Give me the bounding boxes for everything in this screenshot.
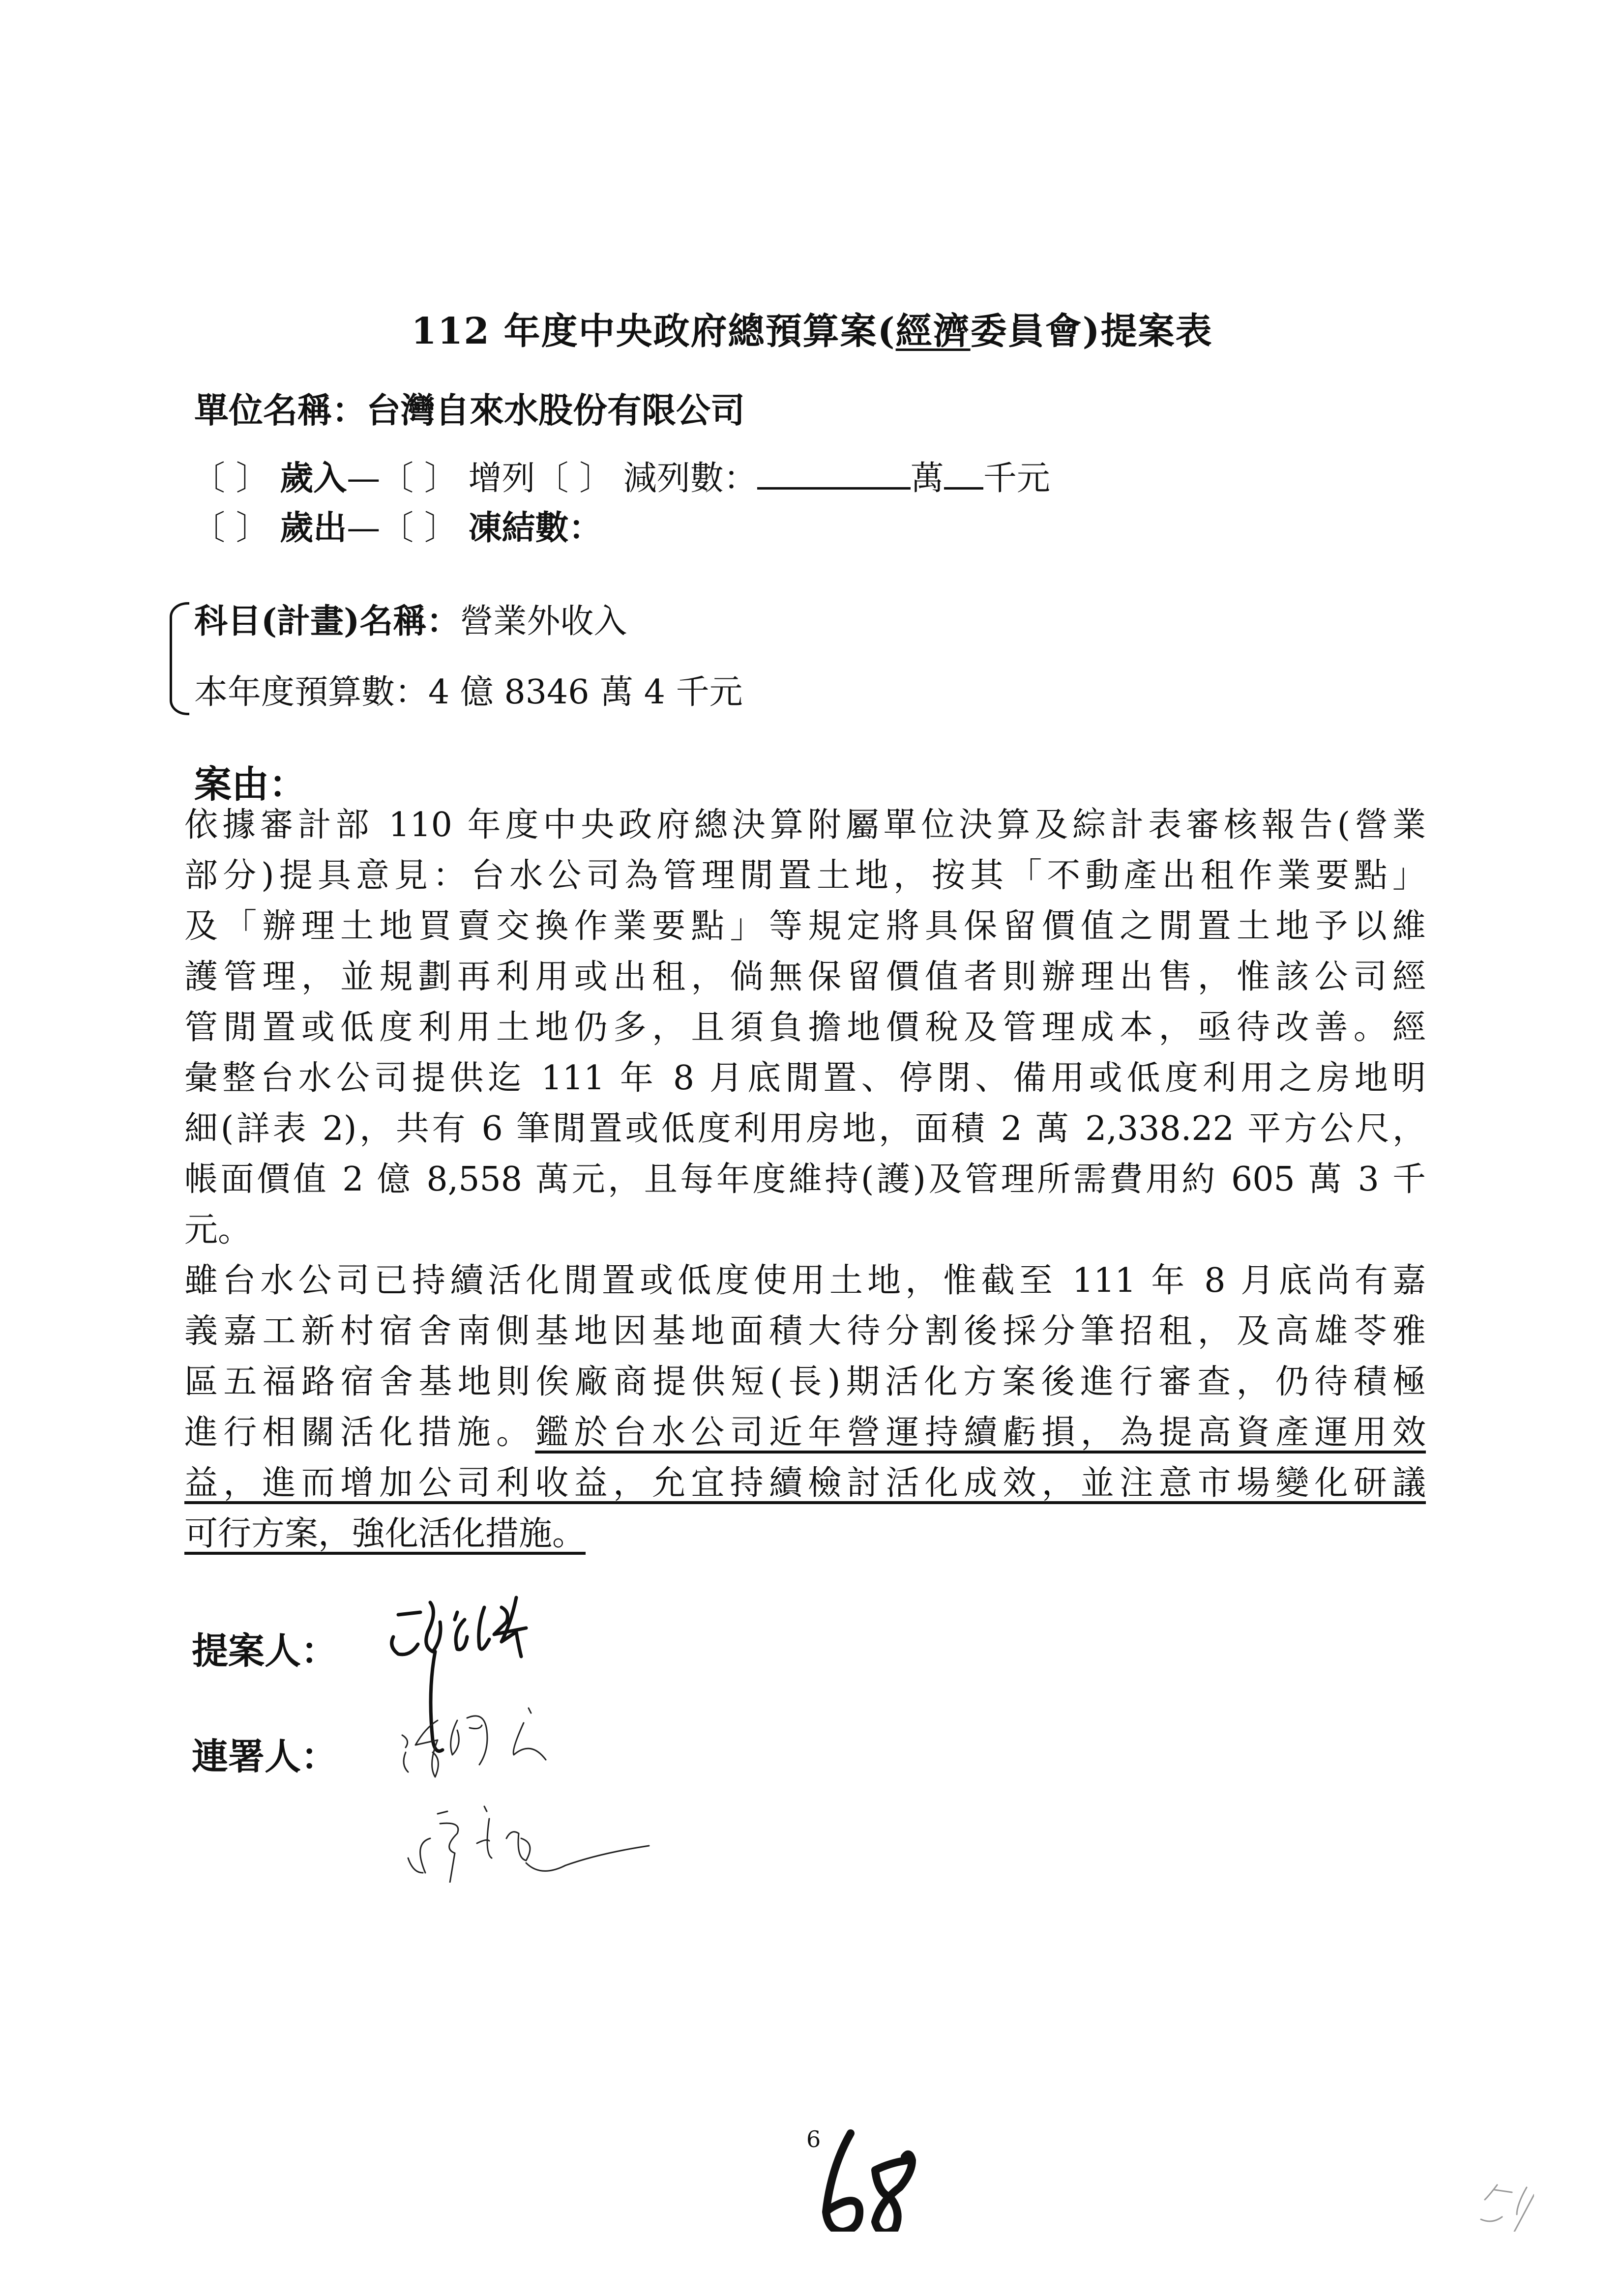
left-bracket	[170, 602, 189, 715]
wan-label: 萬	[910, 459, 944, 498]
revenue-checkbox[interactable]: 〔 〕	[192, 459, 269, 498]
subject-value: 營業外收入	[460, 602, 627, 641]
decrease-checkbox[interactable]: 〔 〕	[535, 459, 613, 498]
handwritten-page-number	[816, 2114, 934, 2234]
reason-line-mixed	[184, 1413, 1426, 1452]
expenditure-checkbox[interactable]: 〔 〕	[192, 509, 269, 548]
subject-label: 科目(計畫)名稱：	[194, 602, 460, 641]
revenue-option-row	[192, 459, 1050, 498]
budget-label: 本年度預算數：	[194, 673, 429, 712]
increase-label: 增列	[468, 459, 535, 498]
reason-line: 義嘉工新村宿舍南側基地因基地面積大待分割後採分筆招租，及高雄苓雅	[184, 1312, 1426, 1351]
cosigner-signature-2	[403, 1779, 679, 1883]
dash: —	[347, 459, 381, 498]
unit-name-row	[194, 390, 745, 431]
amount-wan-blank[interactable]	[757, 460, 911, 490]
reason-plain-text: 進行相關活化措施。	[184, 1413, 535, 1452]
pencil-54	[1475, 2178, 1534, 2232]
reason-underlined-text: 鑑於台水公司近年營運持續虧損，為提高資產運用效	[535, 1413, 1426, 1452]
decrease-label: 減列數：	[623, 459, 757, 498]
subject-row	[194, 602, 627, 641]
unit-name-label: 單位名稱：	[194, 390, 366, 431]
reason-line: 帳面價值 2 億 8,558 萬元，且每年度維持(護)及管理所需費用約 605 萬 3 千	[184, 1160, 1426, 1199]
qian-label: 千元	[983, 459, 1050, 498]
reason-line: 細(詳表 2)，共有 6 筆閒置或低度利用房地，面積 2 萬 2,338.22 平方公尺，	[184, 1109, 1426, 1148]
signature-image	[403, 1779, 679, 1883]
title-part-1: 112 年度中央政府總預算案(	[411, 310, 896, 352]
unit-name-value: 台灣自來水股份有限公司	[366, 390, 745, 431]
reason-underlined-text: 可行方案，強化活化措施。	[184, 1514, 586, 1553]
freeze-checkbox[interactable]: 〔 〕	[380, 509, 458, 548]
freeze-label: 凍結數：	[468, 508, 602, 548]
reason-line: 部分)提具意見：台水公司為管理閒置土地，按其「不動產出租作業要點」	[184, 856, 1426, 895]
reason-line: 依據審計部 110 年度中央政府總決算附屬單位決算及綜計表審核報告(營業	[184, 806, 1426, 844]
reason-heading: 案由：	[194, 762, 306, 806]
expenditure-option-row	[192, 508, 602, 548]
expenditure-label: 歲出	[280, 508, 347, 548]
corner-pencil-mark	[1475, 2178, 1534, 2234]
page-title	[0, 302, 1624, 354]
reason-line: 雖台水公司已持續活化閒置或低度使用土地，惟截至 111 年 8 月底尚有嘉	[184, 1261, 1426, 1300]
reason-line: 管閒置或低度利用土地仍多，且須負擔地價稅及管理成本，亟待改善。經	[184, 1008, 1426, 1047]
budget-row	[194, 673, 743, 712]
reason-underlined-line: 益，進而增加公司利收益，允宜持續檢討活化成效，並注意市場變化研議	[184, 1464, 1426, 1503]
title-part-3: 委員會)提案表	[970, 310, 1213, 352]
dash: —	[347, 509, 381, 548]
reason-underlined-line-last	[184, 1514, 1426, 1553]
budget-value: 4 億 8346 萬 4 千元	[428, 673, 743, 712]
reason-line: 彙整台水公司提供迄 111 年 8 月底閒置、停閉、備用或低度利用之房地明	[184, 1059, 1426, 1098]
reason-line: 區五福路宿舍基地則俟廠商提供短(長)期活化方案後進行審查，仍待積極	[184, 1363, 1426, 1401]
reason-line: 護管理，並規劃再利用或出租，倘無保留價值者則辦理出售，惟該公司經	[184, 958, 1426, 996]
handwritten-68	[816, 2114, 934, 2232]
page-number: 6	[806, 2126, 821, 2152]
increase-checkbox[interactable]: 〔 〕	[380, 459, 458, 498]
cosigner-label: 連署人：	[192, 1736, 337, 1778]
reason-line: 及「辦理土地買賣交換作業要點」等規定將具保留價值之閒置土地予以維	[184, 907, 1426, 946]
amount-qian-blank[interactable]	[944, 460, 983, 490]
revenue-label: 歲入	[280, 459, 347, 498]
title-part-committee: 經濟	[895, 310, 971, 352]
reason-line: 元。	[184, 1211, 252, 1250]
proposer-label: 提案人：	[192, 1630, 337, 1672]
